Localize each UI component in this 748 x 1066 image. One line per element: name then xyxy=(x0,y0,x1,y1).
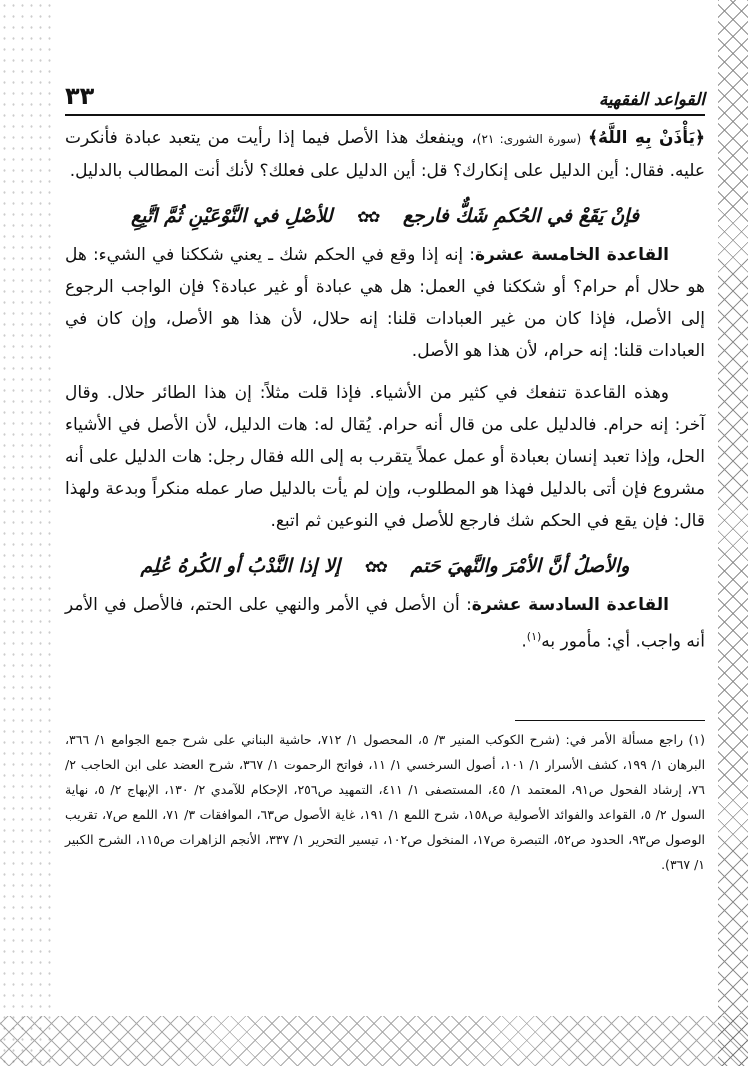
verse-separator-icon: ✿✿ xyxy=(357,208,379,226)
paragraph-2 xyxy=(65,239,705,367)
surah-reference: (سورة الشورى: ٢١) xyxy=(476,132,582,146)
verse-2-right: والأصلُ أنَّ الأمْرَ والنَّهيَ حَتم xyxy=(410,555,630,577)
paragraph-2-text: : إنه إذا وقع في الحكم شك ـ يعني شككنا في الشيء: هل هو حلال أم حرام؟ أو شككنا في العمل: هل هي عبادة أو غير عبادة؟ فإن الواجب الرجوع إلى الأصل، فإذا كان من غير العبادات قلنا: إنه حلال، لأن هذا هو الأصل، وإن كان في العبادات قلنا: إنه حرام، لأن هذا هو الأصل. xyxy=(65,245,705,361)
footnote-marker[interactable]: (١) xyxy=(526,630,542,643)
spacer xyxy=(65,367,705,377)
running-title: القواعد الفقهية xyxy=(598,90,705,110)
verse-separator-icon: ✿✿ xyxy=(364,558,386,576)
rule-16-heading: القاعدة السادسة عشرة xyxy=(471,595,669,615)
running-header xyxy=(65,82,705,116)
page-number: ٣٣ xyxy=(65,82,95,110)
paragraph-4-text: : أن الأصل في الأمر والنهي على الحتم، فالأصل في الأمر أنه واجب. أي: مأمور به xyxy=(65,595,705,652)
verse-2-left: إلا إذا النَّدْبُ أو الكُرهُ عُلِم xyxy=(140,555,341,577)
verse-line-1 xyxy=(65,205,705,227)
paragraph-4 xyxy=(65,589,705,658)
quran-quote: ﴿يَأْذَنْ بِهِ اللَّهُ﴾ xyxy=(588,128,706,148)
verse-1-right: فإنْ يَقَعْ في الحُكمِ شَكٌّ فارجع xyxy=(402,205,640,227)
bottom-decorative-border xyxy=(0,1016,748,1066)
paragraph-3: وهذه القاعدة تنفعك في كثير من الأشياء. فإذا قلت مثلاً: إن هذا الطائر حلال. وقال آخر: إنه حرام. فالدليل على من قال أنه حرام. يُقال له: هات الدليل، لأن الأصل في الأشياء الحل، وإذا تعبد إنسان بعبادة أو عمل عملاً يتقرب به إلى الله فقال رجل: هات الدليل على أنه مشروع فإن أتى بالدليل فهذا هو المطلوب، وإن لم يأت بالدليل صار عمله منكراً وبدعة ولهذا قال: فإن يقع في الحكم شك فارجع للأصل في النوعين ثم اتبع. xyxy=(65,383,705,531)
paragraph-4-end: . xyxy=(521,631,527,652)
paragraph-1-text: ، وينفعك هذا الأصل فيما إذا رأيت من يتعبد عبادة فأنكرت عليه. فقال: أين الدليل على إنكارك؟ قل: أين الدليل على فعلك؟ لأنك أنت المطالب بالدليل. xyxy=(65,128,705,181)
verse-1-left: للأصْلِ في النَّوْعَيْنِ ثُمَّ اتَّبِعِ xyxy=(130,205,333,227)
book-page xyxy=(65,82,705,877)
footnote-divider xyxy=(515,720,705,721)
footnote: (١) راجع مسألة الأمر في: (شرح الكوكب المنير ٣/ ٥، المحصول ١/ ٧١٢، حاشية البناني على شرح جمع الجوامع ١/ ٣٦٦، البرهان ١/ ١٩٩، كشف الأسرار ١/ ١٠١، أصول السرخسي ١/ ١١، فواتح الرحموت ١/ ٣٦٧، شرح العضد على ابن الحاجب ٢/ ٧٦، إرشاد الفحول ص٩١، المعتمد ١/ ٤٥، المستصفى ١/ ٤١١، التمهيد ص٢٥٦، الإحكام للآمدي ٢/ ١٣٠، الإبهاج ٢/ ٥، نهاية السول ٢/ ٥، القواعد والفوائد الأصولية ص١٥٨، شرح اللمع ١/ ١٩١، غاية الأصول ص٦٣، الموافقات ٣/ ٧١، اللمع ص٧، تقريب الوصول ص٩٣، الحدود ص٥٢، التبصرة ص١٧، المنخول ص١٠٢، تيسير التحرير ١/ ٣٣٧، الأنجم الزاهرات ص١١٥، الشرح الكبير ١/ ٣٦٧). xyxy=(65,731,706,872)
rule-15-heading: القاعدة الخامسة عشرة xyxy=(474,245,669,265)
verse-line-2 xyxy=(65,555,705,577)
left-edge-speckle xyxy=(0,0,55,1066)
paragraph-1 xyxy=(65,122,705,187)
right-decorative-border xyxy=(718,0,748,1066)
